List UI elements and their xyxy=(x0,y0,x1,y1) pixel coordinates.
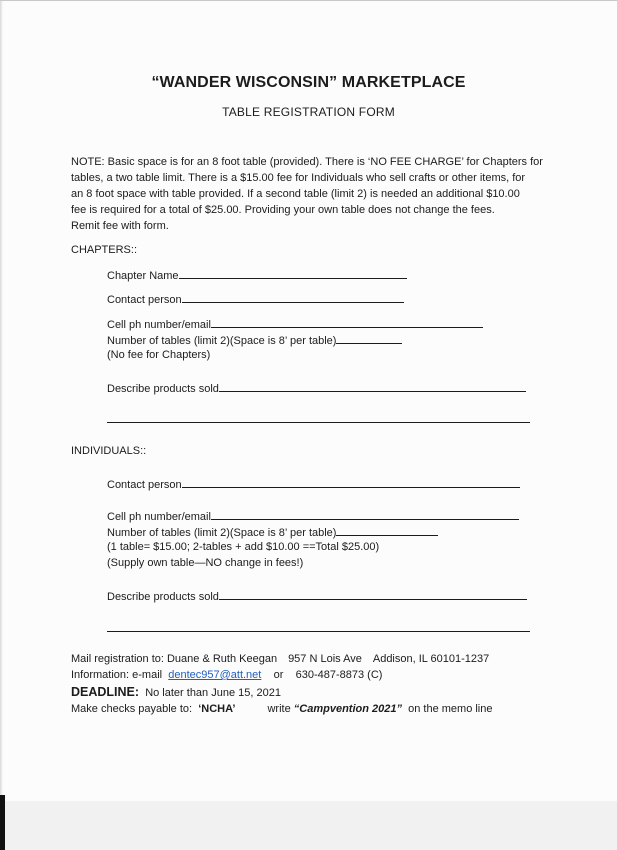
checks-line xyxy=(71,702,493,716)
chapter-contact-blank[interactable] xyxy=(182,291,404,303)
individuals-heading: INDIVIDUALS:: xyxy=(71,445,147,457)
chapter-cell-field[interactable] xyxy=(107,316,483,332)
note-line-4: fee is required for a total of $25.00. Providing your own table does not change the fees. xyxy=(71,204,495,216)
information-line xyxy=(71,668,382,682)
mail-registration-line xyxy=(71,652,489,666)
individual-contact-label: Contact person xyxy=(107,479,182,491)
payee: ‘NCHA’ xyxy=(198,703,236,715)
chapter-tables-label: Number of tables (limit 2)(Space is 8’ per table) xyxy=(107,335,337,347)
write-label: write xyxy=(267,703,291,715)
deadline-label: DEADLINE: xyxy=(71,685,140,699)
individual-products-field[interactable] xyxy=(107,588,527,604)
scan-edge-mark xyxy=(0,795,5,850)
info-or: or xyxy=(273,669,284,681)
chapter-products-field[interactable] xyxy=(107,380,526,396)
email-link[interactable]: dentec957@att.net xyxy=(168,669,262,681)
note-line-5: Remit fee with form. xyxy=(71,220,169,232)
individual-cell-blank[interactable] xyxy=(211,508,519,520)
individual-cell-field[interactable] xyxy=(107,508,519,524)
chapter-tables-field[interactable] xyxy=(107,332,402,348)
phone-number: 630-487-8873 (C) xyxy=(295,669,383,681)
individual-supply-note: (Supply own table—NO change in fees!) xyxy=(107,557,304,569)
individual-products-label: Describe products sold xyxy=(107,591,219,603)
note-line-1: NOTE: Basic space is for an 8 foot table (provided). There is ‘NO FEE CHARGE’ for Chapters for xyxy=(71,156,543,168)
chapter-name-blank[interactable] xyxy=(179,267,407,279)
deadline-line xyxy=(71,685,281,700)
note-line-2: tables, a two table limit. There is a $15.00 fee for Individuals who sell crafts or other items, for xyxy=(71,172,526,184)
page-subtitle: TABLE REGISTRATION FORM xyxy=(222,105,395,119)
chapter-no-fee-note: (No fee for Chapters) xyxy=(107,349,211,361)
memo-value: “Campvention 2021” xyxy=(293,703,402,715)
chapter-products-label: Describe products sold xyxy=(107,383,219,395)
checks-prefix: Make checks payable to: xyxy=(71,703,193,715)
memo-suffix: on the memo line xyxy=(408,703,493,715)
mail-prefix: Mail registration to: Duane & Ruth Keegan xyxy=(71,653,278,665)
chapter-cell-blank[interactable] xyxy=(211,316,483,328)
chapter-name-label: Chapter Name xyxy=(107,270,179,282)
chapters-heading: CHAPTERS:: xyxy=(71,244,138,256)
individual-tables-field[interactable] xyxy=(107,524,438,540)
chapter-name-field[interactable] xyxy=(107,267,407,283)
individual-tables-label: Number of tables (limit 2)(Space is 8’ per table) xyxy=(107,527,337,539)
mail-street: 957 N Lois Ave xyxy=(288,653,362,665)
scan-edge-shadow xyxy=(0,1,3,801)
individual-contact-field[interactable] xyxy=(107,476,520,492)
chapter-products-blank[interactable] xyxy=(219,380,526,392)
note-line-3: an 8 foot space with table provided. If a second table (limit 2) is needed an additional $10.00 xyxy=(71,188,520,200)
info-prefix: Information: e-mail xyxy=(71,669,163,681)
chapter-tables-blank[interactable] xyxy=(336,332,402,344)
individual-products-blank[interactable] xyxy=(219,588,527,600)
individual-tables-blank[interactable] xyxy=(336,524,438,536)
chapter-cell-label: Cell ph number/email xyxy=(107,319,211,331)
individual-pricing-note: (1 table= $15.00; 2-tables + add $10.00 ==Total $25.00) xyxy=(107,541,380,553)
mail-city: Addison, IL 60101-1237 xyxy=(372,653,490,665)
chapter-products-extra-line[interactable] xyxy=(107,422,530,423)
individual-products-extra-line[interactable] xyxy=(107,631,530,632)
individual-cell-label: Cell ph number/email xyxy=(107,511,211,523)
page-title: “WANDER WISCONSIN” MARKETPLACE xyxy=(151,74,466,91)
individual-contact-blank[interactable] xyxy=(182,476,520,488)
chapter-contact-label: Contact person xyxy=(107,294,182,306)
chapter-contact-field[interactable] xyxy=(107,291,404,307)
deadline-text: No later than June 15, 2021 xyxy=(145,687,281,699)
